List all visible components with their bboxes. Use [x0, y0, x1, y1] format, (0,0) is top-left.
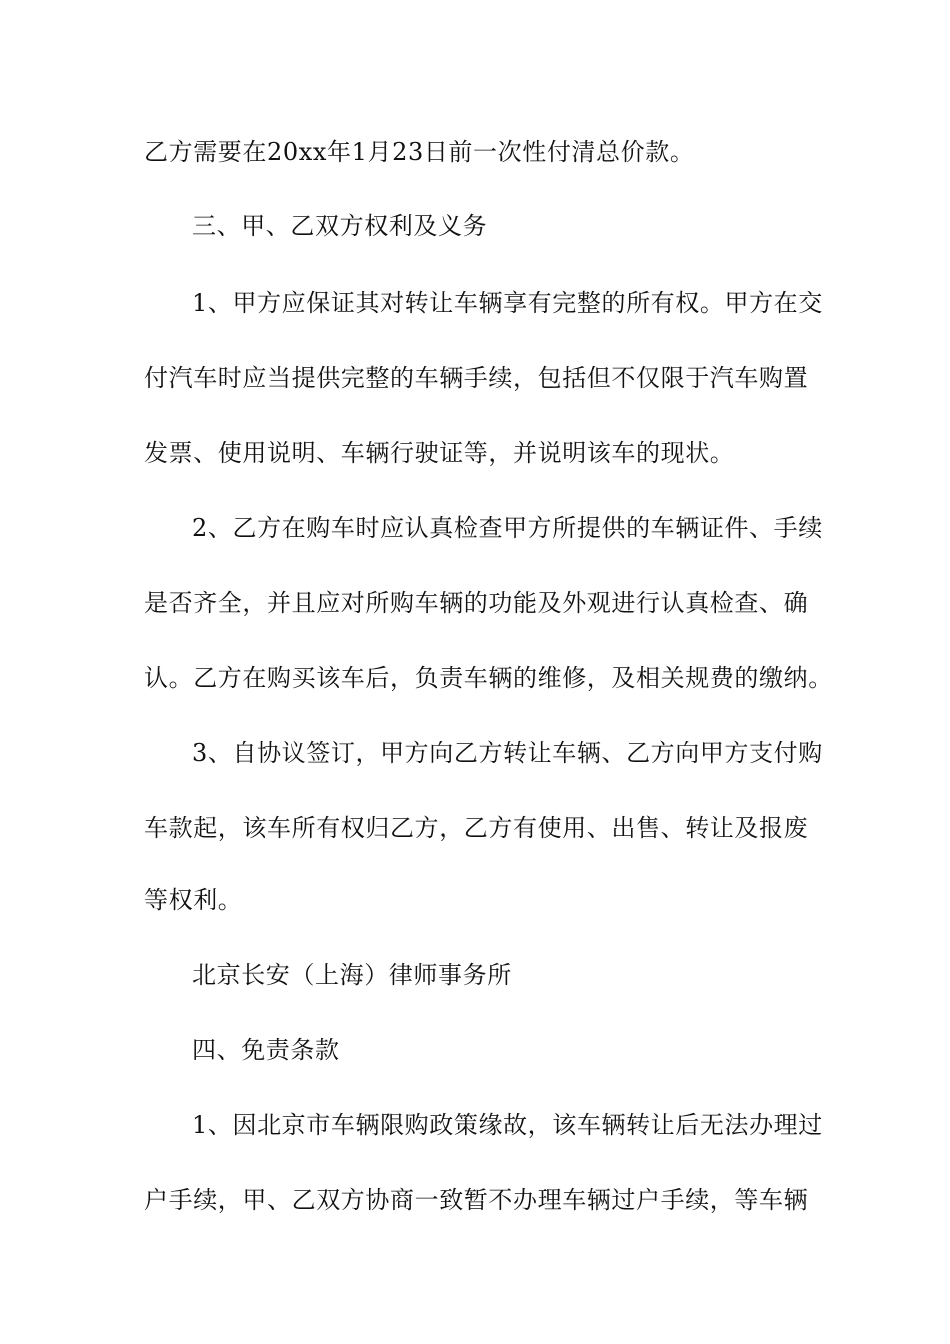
- section-heading-rights: 三、甲、乙双方权利及义务: [192, 212, 488, 240]
- text-line-11: 等权利。: [144, 886, 243, 914]
- text-line-4: 付汽车时应当提供完整的车辆手续，包括但不仅限于汽车购置: [144, 364, 809, 392]
- section-heading-disclaimer: 四、免责条款: [192, 1036, 340, 1064]
- text-line-15: 户手续，甲、乙双方协商一致暂不办理车辆过户手续，等车辆: [144, 1186, 809, 1214]
- text-line-10: 车款起，该车所有权归乙方，乙方有使用、出售、转让及报废: [144, 814, 809, 842]
- text-line-7: 是否齐全，并且应对所购车辆的功能及外观进行认真检查、确: [144, 589, 809, 617]
- text-line-3: 1、甲方应保证其对转让车辆享有完整的所有权。甲方在交: [192, 289, 823, 317]
- text-line-8: 认。乙方在购买该车后，负责车辆的维修，及相关规费的缴纳。: [144, 664, 833, 692]
- text-line-9: 3、自协议签订，甲方向乙方转让车辆、乙方向甲方支付购: [192, 739, 823, 767]
- text-line-1: 乙方需要在20xx年1月23日前一次性付清总价款。: [144, 138, 695, 166]
- law-firm-name: 北京长安（上海）律师事务所: [192, 961, 512, 989]
- text-line-6: 2、乙方在购车时应认真检查甲方所提供的车辆证件、手续: [192, 514, 823, 542]
- text-line-14: 1、因北京市车辆限购政策缘故，该车辆转让后无法办理过: [192, 1111, 823, 1139]
- text-line-5: 发票、使用说明、车辆行驶证等，并说明该车的现状。: [144, 439, 735, 467]
